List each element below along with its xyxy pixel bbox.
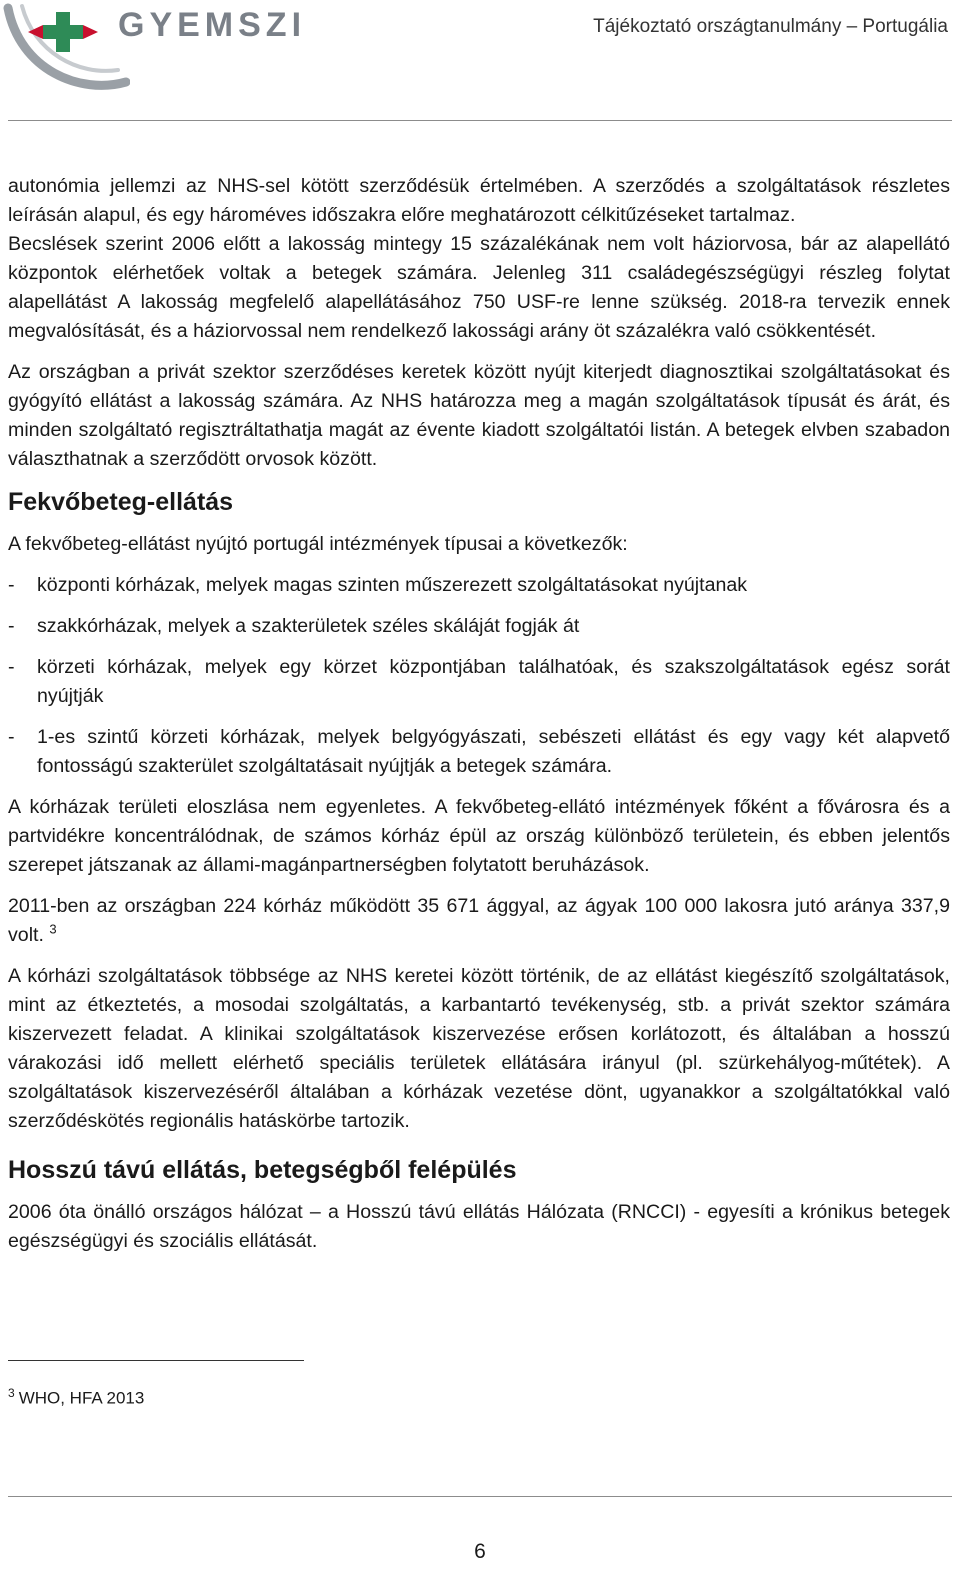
footnote-number: 3 — [8, 1386, 15, 1400]
paragraph-hospital-distribution: A kórházak területi eloszlása nem egyenletes. A fekvőbeteg-ellátó intézmények főként a fővárosra és a partvidékre koncentrálódnak, de számos kórház épül az ország különböző területein, és ebben jelentős szerepet játszanak az állami-magánpartnerségben folytatott beruházások. — [8, 796, 950, 876]
list-item — [8, 571, 950, 600]
page-header — [0, 0, 960, 122]
page-number: 6 — [474, 1540, 486, 1563]
hospital-statistics-text: 2011-ben az országban 224 kórház működött 35 671 ággyal, az ágyak 100 000 lakosra jutó aránya 337,9 volt. — [8, 895, 950, 946]
gyemszi-logo — [0, 0, 320, 100]
footnote-divider — [8, 1360, 304, 1361]
paragraph-rncci: 2006 óta önálló országos hálózat – a Hosszú távú ellátás Hálózata (RNCCI) - egyesíti a krónikus betegek egészségügyi és szociális ellátását. — [8, 1201, 950, 1252]
hospital-types-list — [8, 571, 950, 781]
list-item — [8, 612, 950, 641]
paragraph-outsourcing: A kórházi szolgáltatások többsége az NHS keretei között történik, de az ellátást kiegészítő szolgáltatások, mint az étkeztetés, a mosodai szolgáltatás, a karbantartó tevékenység, stb. a privát szektor számára kiszervezett feladat. A klinikai szolgáltatások kiszervezése erősen korlátozott, és általában a hosszú várakozási idő mellett elérhető speciális területek ellátására irányul (pl. szürkehályog-műtétek). A szolgáltatások kiszervezéséről általában a kórházak vezetése dönt, ugyanakkor a szolgáltatókkal való szerződéskötés regionális hatáskörbe tartozik. — [8, 965, 950, 1132]
logo-emblem-icon — [0, 0, 130, 96]
list-item-text: szakkórházak, melyek a szakterületek széles skáláját fogják át — [37, 615, 580, 637]
paragraph-gp-estimates: Becslések szerint 2006 előtt a lakosság mintegy 15 százalékának nem volt háziorvosa, bár az alapellátó központok elérhetőek voltak a betegek számára. Jelenleg 311 családegészségügyi részleg folytat alapellátást A lakosság megfelelő alapellátásához 750 USF-re lenne szükség. 2018-ra tervezik ennek megvalósítását, és a háziorvossal nem rendelkező lakossági arány öt százalékra való csökkentését. — [8, 233, 950, 342]
list-dash: - — [8, 656, 15, 678]
list-item — [8, 653, 950, 711]
footer-divider — [8, 1496, 952, 1497]
paragraph-autonomy: autonómia jellemzi az NHS-sel kötött szerződésük értelmében. A szerződés a szolgáltatások részletes leírásán alapul, és egy hároméves időszakra előre meghatározott célkitűzéseket tartalmaz. — [8, 175, 950, 226]
list-dash: - — [8, 574, 15, 596]
heading-long-term-care: Hosszú távú ellátás, betegségből felépülés — [8, 1156, 517, 1184]
document-body — [8, 172, 950, 1268]
paragraph-institution-types: A fekvőbeteg-ellátást nyújtó portugál intézmények típusai a következők: — [8, 533, 628, 555]
list-item-text: körzeti kórházak, melyek egy körzet központjában találhatóak, és szakszolgáltatások egész sorát nyújtják — [37, 656, 950, 707]
footnote-text: WHO, HFA 2013 — [18, 1388, 145, 1408]
list-item-text: 1-es szintű körzeti kórházak, melyek belgyógyászati, sebészeti ellátást és egy vagy két alapvető fontosságú szakterület szolgáltatásait nyújtják a betegek számára. — [37, 726, 950, 777]
paragraph-hospital-statistics — [8, 892, 950, 950]
list-item-text: központi kórházak, melyek magas szinten műszerezett szolgáltatásokat nyújtanak — [37, 574, 748, 596]
heading-inpatient-care: Fekvőbeteg-ellátás — [8, 488, 234, 516]
header-divider — [8, 120, 952, 121]
document-title: Tájékoztató országtanulmány – Portugália — [593, 16, 948, 37]
logo-wordmark: GYEMSZI — [118, 6, 307, 44]
footnote-reference[interactable]: 3 — [49, 921, 57, 937]
list-item — [8, 723, 950, 781]
list-dash: - — [8, 726, 15, 748]
footnote — [8, 1386, 144, 1409]
list-dash: - — [8, 615, 15, 637]
paragraph-private-sector: Az országban a privát szektor szerződéses keretek között nyújt kiterjedt diagnosztikai szolgáltatásokat és gyógyító ellátást a lakosság számára. Az NHS határozza meg a magán szolgáltatások típusát és árát, és minden szolgáltató regisztráltathatja magát az évente kiadott szolgáltatói listán. A betegek elvben szabadon választhatnak a szerződött orvosok között. — [8, 361, 950, 470]
